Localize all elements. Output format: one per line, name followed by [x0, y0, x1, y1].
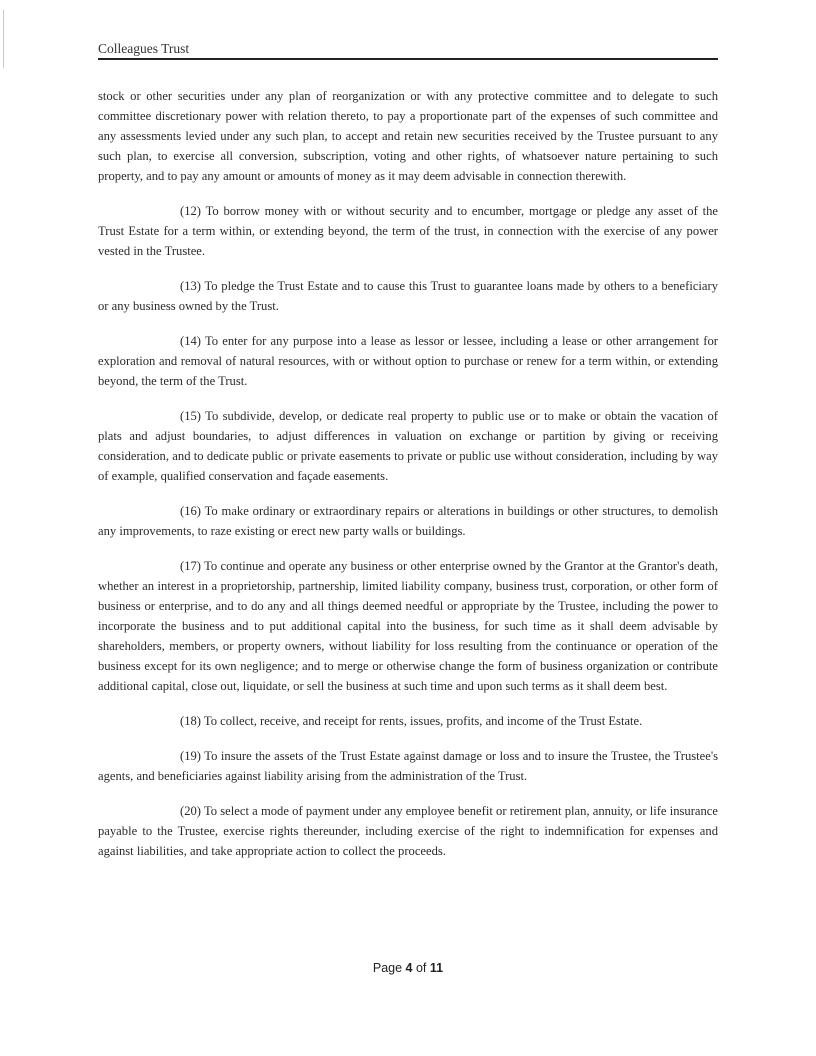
paragraph-14: (14) To enter for any purpose into a lease as lessor or lessee, including a lease or other arrangement for exploration and removal of natural resources, with or without option to purchase or renew for a term within, or extending beyond, the term of the Trust. [98, 334, 718, 388]
paragraph-19: (19) To insure the assets of the Trust Estate against damage or loss and to insure the Trustee, the Trustee's agents, and beneficiaries against liability arising from the administration of the Trust. [98, 749, 718, 783]
paragraph-18: (18) To collect, receive, and receipt for rents, issues, profits, and income of the Trust Estate. [180, 714, 643, 728]
paragraph-16: (16) To make ordinary or extraordinary repairs or alterations in buildings or other structures, to demolish any improvements, to raze existing or erect new party walls or buildings. [98, 504, 718, 538]
total-pages: 11 [429, 961, 444, 975]
scan-edge-mark [3, 10, 4, 68]
page-of-label: of [415, 961, 427, 975]
page-footer [0, 961, 816, 975]
running-header-title: Colleagues Trust [98, 41, 190, 56]
paragraph-15: (15) To subdivide, develop, or dedicate real property to public use or to make or obtain the vacation of plats and adjust boundaries, to adjust differences in valuation on exchange or partition by giving or receiving consideration, and to dedicate public or private easements to private or public use without consideration, including by way of example, qualified conservation and façade easements. [98, 409, 718, 483]
page-label: Page [372, 961, 403, 975]
paragraph-20: (20) To select a mode of payment under any employee benefit or retirement plan, annuity, or life insurance payable to the Trustee, exercise rights thereunder, including exercise of the right to indemnification for expenses and against liabilities, and take appropriate action to collect the proceeds. [98, 804, 718, 858]
header-rule [98, 58, 718, 60]
paragraph-continued: stock or other securities under any plan of reorganization or with any protective committee and to delegate to such committee discretionary power with relation thereto, to pay a proportionate part of the expenses of such committee and any assessments levied under any such plan, to accept and retain new securities received by the Trustee pursuant to any such plan, to exercise all conversion, subscription, voting and other rights, of whatsoever nature pertaining to such property, and to pay any amount or amounts of money as it may deem advisable in connection therewith. [98, 89, 718, 183]
page-number: 4 [405, 961, 413, 975]
paragraph-17: (17) To continue and operate any business or other enterprise owned by the Grantor at the Grantor's death, whether an interest in a proprietorship, partnership, limited liability company, business trust, corporation, or other form of business or enterprise, and to do any and all things deemed needful or appropriate by the Trustee, including the power to incorporate the business and to put additional capital into the business, for such time as it shall deem advisable by shareholders, members, or property owners, without liability for loss resulting from the continuance or operation of the business except for its own negligence; and to merge or otherwise change the form of business organization or contribute additional capital, close out, liquidate, or sell the business at such time and upon such terms as it shall deem best. [98, 559, 718, 693]
paragraph-13: (13) To pledge the Trust Estate and to cause this Trust to guarantee loans made by others to a beneficiary or any business owned by the Trust. [98, 279, 718, 313]
document-body [98, 86, 718, 876]
paragraph-12: (12) To borrow money with or without security and to encumber, mortgage or pledge any asset of the Trust Estate for a term within, or extending beyond, the term of the trust, in connection with the exercise of any power vested in the Trustee. [98, 204, 718, 258]
